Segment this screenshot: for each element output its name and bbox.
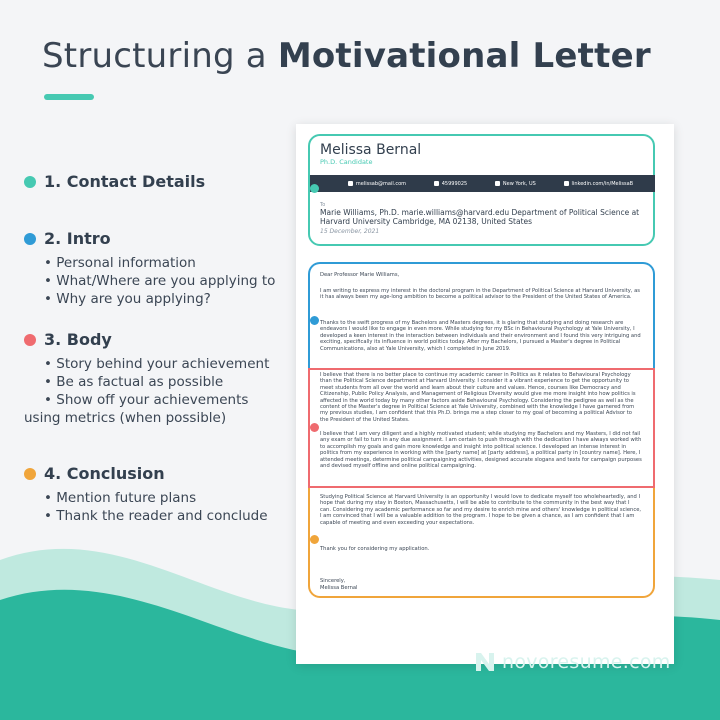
applicant-name: Melissa Bernal — [320, 142, 422, 158]
section-body — [24, 330, 269, 427]
location-pin-icon — [495, 181, 500, 186]
intro-paragraph-2: Thanks to the swift progress of my Bachelors and Masters degrees, it is glaring that studying and doing research are endeavors I would like to engage in even more. While studying for my BSc in Behavioural Psychology at Yale University, I developed a keen interest in the interaction between individuals and their environment and I found this very intriguing and exciting, specifically its influence in world politics today. After my Bachelors, I pursued a Master's degree in Political Communications, also at Yale University, which I completed in June 2019. — [320, 320, 641, 352]
novoresume-n-icon — [474, 651, 496, 673]
signature: Melissa Bernal — [320, 585, 358, 591]
section-title: 4. Conclusion — [44, 464, 165, 483]
title-underline — [44, 94, 94, 100]
red-marker-icon — [310, 423, 319, 432]
orange-dot-icon — [24, 468, 36, 480]
bullet-item: • Thank the reader and conclude — [44, 508, 268, 524]
contact-linkedin: linkedin.com/in/MelissaB — [564, 181, 634, 187]
bullet-item: • Story behind your achievement — [44, 356, 270, 372]
red-dot-icon — [24, 334, 36, 346]
signoff: Sincerely, — [320, 578, 346, 584]
section-title: 2. Intro — [44, 229, 111, 248]
body-paragraph-2: I believe that I am very diligent and a highly motivated student; while studying my Bachelors and my Masters, I did not fail any exam or fail to turn in any due assignment. I am certain to push through with the dedication I have always worked with to accomplish my goals and gain more knowledge and insight into political science. I developed an intense interest in politics from my experience in working with the [party name] at [party address], a political party in [country name]. Here, I attended meetings, determine political campaigning activities, designed accurate slogans and texts for campaign purposes and devised myself offline and online political campaigning. — [320, 431, 642, 470]
greeting: Dear Professor Marie Williams, — [320, 272, 400, 278]
section-title: 3. Body — [44, 330, 112, 349]
bullet-item: • Why are you applying? — [44, 291, 211, 307]
contact-email: melissab@mail.com — [348, 181, 406, 187]
section-conclusion — [24, 464, 268, 525]
recipient-details: Marie Williams, Ph.D. marie.williams@harvard.edu Department of Political Science at Harvard University Cambridge, MA 02138, United States — [320, 208, 640, 226]
email-icon — [348, 181, 353, 186]
bullet-item: • Mention future plans — [44, 490, 197, 506]
contact-phone: 45999025 — [434, 181, 467, 187]
teal-marker-icon — [310, 184, 319, 193]
brand-logo — [474, 651, 671, 673]
bullet-item: • Personal information — [44, 255, 196, 271]
section-intro — [24, 229, 275, 308]
blue-dot-icon — [24, 233, 36, 245]
phone-icon — [434, 181, 439, 186]
bullet-item: • What/Where are you applying to — [44, 273, 276, 289]
section-contact-details — [24, 172, 205, 191]
section-title: 1. Contact Details — [44, 172, 206, 191]
bullet-item: • Show off your achievements — [44, 392, 249, 408]
contact-location: New York, US — [495, 181, 536, 187]
orange-marker-icon — [310, 535, 319, 544]
teal-dot-icon — [24, 176, 36, 188]
bullet-item: • Be as factual as possible — [44, 374, 224, 390]
brand-name: novoresume.com — [502, 651, 671, 673]
bullet-item-continued: using metrics (when possible) — [24, 410, 227, 426]
letter-date: 15 December, 2021 — [320, 228, 380, 235]
blue-marker-icon — [310, 316, 319, 325]
thanks-line: Thank you for considering my application. — [320, 546, 430, 552]
letter-document — [296, 124, 674, 664]
contact-bar — [310, 175, 655, 192]
intro-paragraph-1: I am writing to express my interest in the doctoral program in the Department of Political Science at Harvard University, as it has always been my age-long ambition to become a political advisor to the President of the United States of America. — [320, 288, 640, 301]
body-paragraph-1: I believe that there is no better place to continue my academic career in Politics as it relates to Behavioural Psychology than the Political Science department at Harvard University. I consider it a vibrant experience to get the opportunity to meet students from all over the world and learn about their culture and values. Hence, courses like Democracy and Citizenship, Public Policy Analysis, and Management of Religious Diversity would give me more insight into how politics is affected in the world today by many other factors aside Behavioural Psychology. Considering the pedigree as well as the content of the Master's degree in Political Science at Yale University, combined with the knowledge I have garnered from my previous studies, I am confident that this Ph.D. brings me a step closer to my goal of becoming a political Advisor to the President of the United States. — [320, 372, 636, 423]
conclusion-paragraph: Studying Political Science at Harvard University is an opportunity I would love to dedicate myself too wholeheartedly, and I hope that during my stay in Boston, Massachusetts, I will be able to contribute to the community in the best way that I can. Considering my academic performance so far and my desire to enrich mine and others' knowledge in political science, I am convinced that I will be a valuable addition to the program. I hope to be given a chance, as I am confident that I am capable of meeting and even exceeding your expectations. — [320, 494, 642, 526]
applicant-role: Ph.D. Candidate — [320, 158, 373, 166]
to-label: To — [320, 202, 326, 208]
page-title: Structuring a Motivational Letter — [42, 36, 651, 76]
linkedin-icon — [564, 181, 569, 186]
